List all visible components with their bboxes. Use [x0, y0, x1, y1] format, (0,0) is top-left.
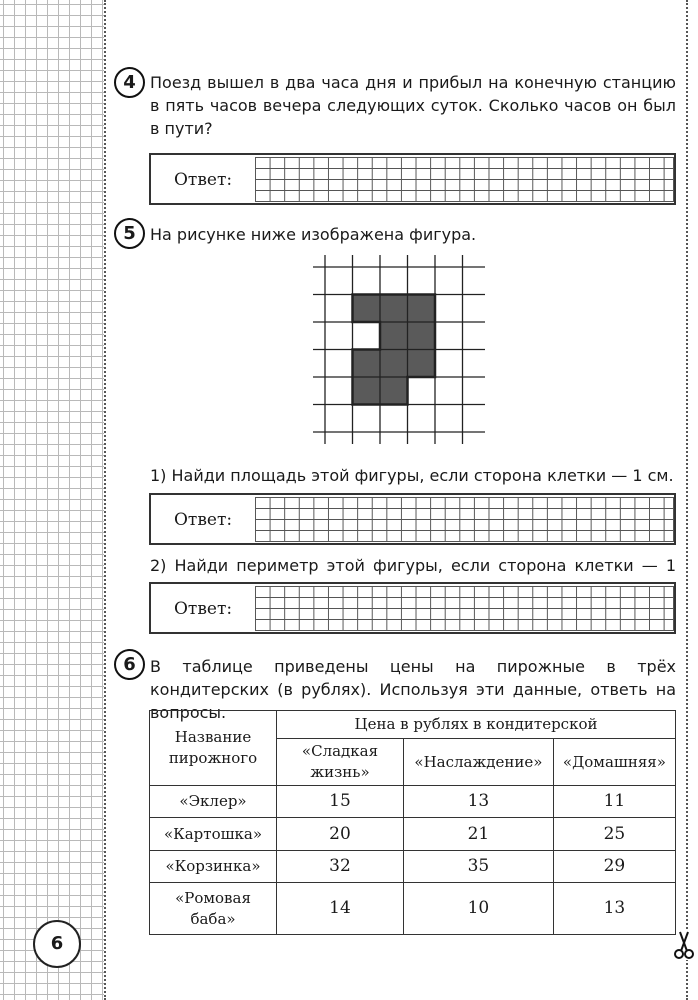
price-cell: 32: [277, 851, 404, 883]
page-number: 6: [33, 920, 81, 968]
table-row: [150, 883, 676, 935]
task-5-answer-box-2[interactable]: [149, 582, 676, 634]
figure-cell: [408, 350, 436, 378]
shop-header: «Наслаждение»: [404, 739, 554, 786]
price-cell: 11: [553, 786, 675, 818]
price-cell: 29: [553, 851, 675, 883]
table-row: [150, 851, 676, 883]
task-4-text: Поезд вышел в два часа дня и прибыл на конечную станцию в пять часов вечера следующих суток. Сколько часов он был в пути?: [150, 73, 676, 138]
figure-cell: [408, 322, 436, 350]
price-cell: 15: [277, 786, 404, 818]
figure-cell: [380, 322, 408, 350]
scissors-icon: [673, 930, 695, 960]
row-name: «Ромовая баба»: [150, 883, 277, 935]
figure-cell: [408, 295, 436, 323]
figure-cell: [380, 350, 408, 378]
task-6-number: 6: [114, 649, 145, 680]
task-5-answer-box-1[interactable]: [149, 493, 676, 545]
price-cell: 25: [553, 818, 675, 851]
perforation-line: [104, 0, 112, 1000]
price-cell: 35: [404, 851, 554, 883]
task-4-number: 4: [114, 67, 145, 98]
answer-label: Ответ:: [174, 599, 233, 619]
group-header: Цена в рублях в кондитерской: [277, 711, 676, 739]
price-cell: 20: [277, 818, 404, 851]
task-5-number: 5: [114, 218, 145, 249]
task-5-question-1: 1) Найди площадь этой фигуры, если сторона клетки — 1 см.: [150, 466, 674, 485]
task-5-question-2: 2) Найди периметр этой фигуры, если сторона клетки — 1: [150, 556, 676, 575]
row-name: «Картошка»: [150, 818, 277, 851]
shop-header: «Сладкая жизнь»: [277, 739, 404, 786]
figure-grid: [305, 250, 485, 450]
price-cell: 13: [404, 786, 554, 818]
answer-grid[interactable]: [255, 586, 674, 631]
price-cell: 13: [553, 883, 675, 935]
cut-line: [686, 0, 690, 1000]
table-row: [150, 818, 676, 851]
price-cell: 10: [404, 883, 554, 935]
price-cell: 21: [404, 818, 554, 851]
figure-cell: [353, 350, 381, 378]
table-row: [150, 786, 676, 818]
figure-cell: [380, 295, 408, 323]
row-name: «Корзинка»: [150, 851, 277, 883]
price-cell: 14: [277, 883, 404, 935]
task-4-answer-box[interactable]: [149, 153, 676, 205]
row-name: «Эклер»: [150, 786, 277, 818]
answer-label: Ответ:: [174, 170, 233, 190]
figure-cell: [380, 377, 408, 405]
answer-grid[interactable]: [255, 157, 674, 202]
answer-label: Ответ:: [174, 510, 233, 530]
task-6-text: В таблице приведены цены на пирожные в трёх кондитерских (в рублях). Используя эти данные, ответь на вопросы.: [150, 657, 676, 722]
margin-grid: [0, 0, 104, 1000]
task-5-text: На рисунке ниже изображена фигура.: [150, 225, 477, 244]
prices-table: [149, 710, 676, 935]
figure-cell: [353, 295, 381, 323]
shop-header: «Домашняя»: [553, 739, 675, 786]
figure-cell: [353, 377, 381, 405]
column-header-name: Название пирожного: [150, 711, 277, 786]
answer-grid[interactable]: [255, 497, 674, 542]
